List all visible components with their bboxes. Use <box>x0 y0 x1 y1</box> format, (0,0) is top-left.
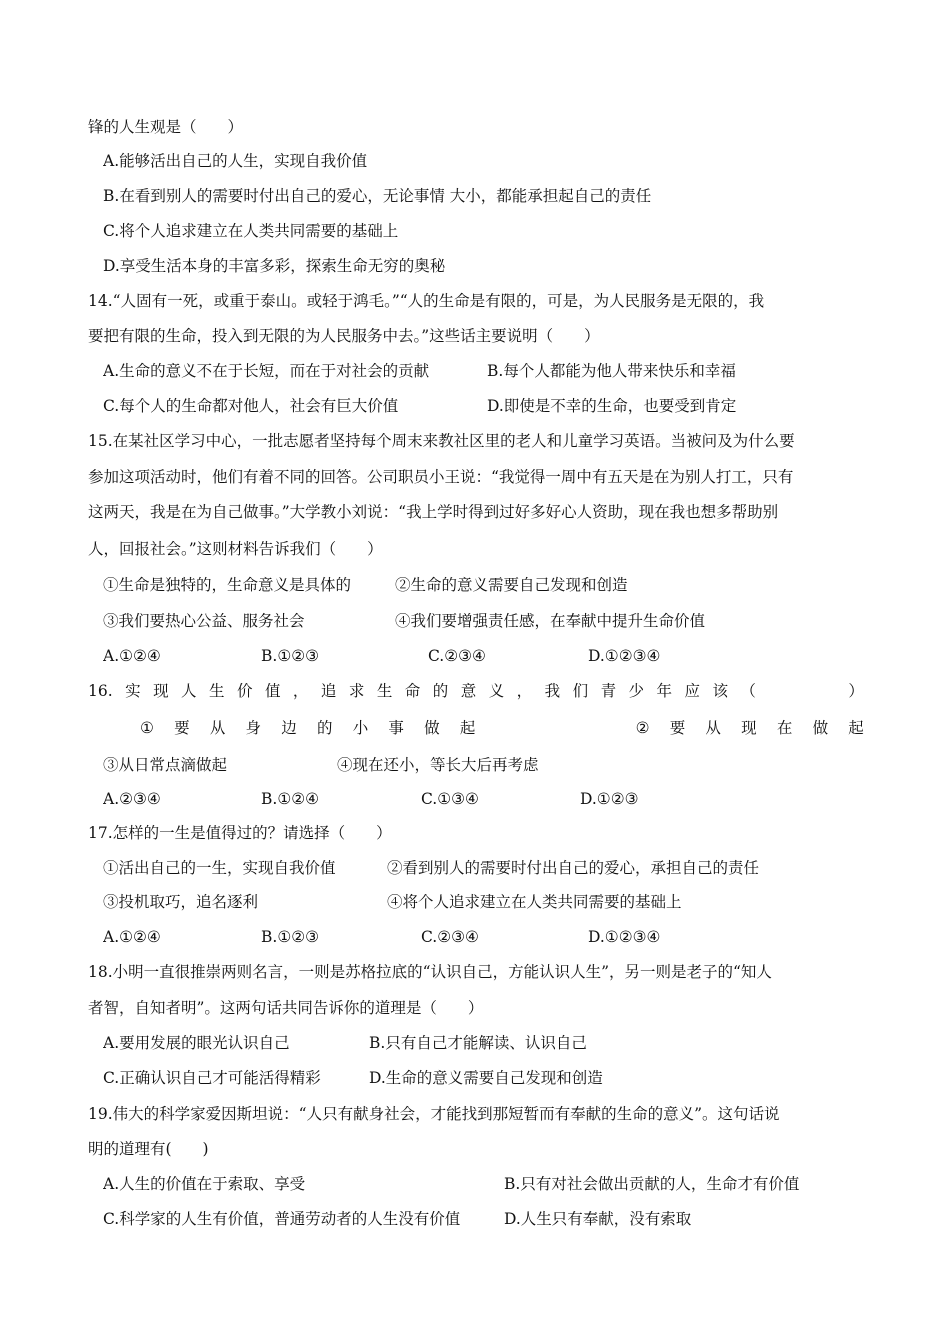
q16-item1-char: 小 <box>352 719 369 737</box>
q16-stem-char: 少 <box>628 682 645 700</box>
q16-item2-char: ② <box>635 719 650 737</box>
q16-stem-char: 青 <box>600 682 617 700</box>
q19-stem-line1: 19.伟大的科学家爱因斯坦说：“人只有献身社会，才能找到那短暂而有奉献的生命的意义”。这句话说 <box>88 1105 780 1123</box>
q16-item1-char: 事 <box>388 719 404 737</box>
q13-option-b[interactable]: B.在看到别人的需要时付出自己的爱心，无论事情 大小，都能承担起自己的责任 <box>103 187 652 205</box>
q16-stem-char: 该 <box>712 682 728 700</box>
q16-item1-char: 做 <box>424 719 440 737</box>
q16-stem-char: 价 <box>236 682 253 700</box>
q19-option-c[interactable]: C.科学家的人生有价值，普通劳动者的人生没有价值 <box>103 1210 461 1228</box>
q16-stem-char: 现 <box>153 682 169 700</box>
q16-items-row2 <box>103 750 864 780</box>
q14-option-a[interactable]: A.生命的意义不在于长短，而在于对社会的贡献 <box>103 362 430 380</box>
q19-stem-line2: 明的道理有( ) <box>88 1140 209 1158</box>
q19-options-row1 <box>103 1169 864 1199</box>
q15-stem-line4: 人，回报社会。”这则材料告诉我们（ ） <box>88 540 383 558</box>
q14-options-row2 <box>103 391 864 421</box>
q17-option-c[interactable]: C.②③④ <box>421 928 479 946</box>
q15-item-1: ①生命是独特的，生命意义是具体的 <box>103 576 352 594</box>
q16-stem-char: 我 <box>544 682 561 700</box>
q16-item1-char: 要 <box>174 719 190 737</box>
q14-option-c[interactable]: C.每个人的生命都对他人，社会有巨大价值 <box>103 397 399 415</box>
q15-stem-line1: 15.在某社区学习中心，一批志愿者坚持每个周末来教社区里的老人和儿童学习英语。当被问及为什么要 <box>88 432 795 450</box>
q16-stem-char: ） <box>848 682 864 700</box>
q16-stem-char: 的 <box>432 682 449 700</box>
q18-options-row1 <box>103 1028 864 1058</box>
q15-option-c[interactable]: C.②③④ <box>428 647 486 665</box>
q19-option-a[interactable]: A.人生的价值在于索取、享受 <box>103 1175 306 1193</box>
q16-stem-char: 命 <box>404 682 421 700</box>
q16-stem-char: 求 <box>348 682 365 700</box>
q16-item-3: ③从日常点滴做起 <box>103 756 228 774</box>
q16-item2-char: 现 <box>741 719 757 737</box>
q18-option-b[interactable]: B.只有自己才能解读、认识自己 <box>369 1034 587 1052</box>
q14-option-d[interactable]: D.即使是不幸的生命，也要受到肯定 <box>487 397 737 415</box>
q16-stem-char: 生 <box>209 682 225 700</box>
q16-stem-char: 值 <box>264 682 281 700</box>
q16-stem <box>88 676 864 706</box>
q17-item-4: ④将个人追求建立在人类共同需要的基础上 <box>387 893 682 911</box>
q16-option-a[interactable]: A.②③④ <box>103 790 161 808</box>
q16-stem-char: 们 <box>572 682 589 700</box>
q17-item-3: ③投机取巧，追名逐利 <box>103 893 259 911</box>
q17-stem: 17.怎样的一生是值得过的？请选择（ ） <box>88 824 392 842</box>
q17-items-row2 <box>103 887 864 917</box>
q16-stem-char: 人 <box>181 682 197 700</box>
q19-options-row2 <box>103 1204 864 1234</box>
q16-option-b[interactable]: B.①②④ <box>261 790 320 808</box>
q16-stem-char: 应 <box>684 682 700 700</box>
q16-item1-char: 身 <box>245 719 262 737</box>
q17-option-b[interactable]: B.①②③ <box>261 928 320 946</box>
q14-stem-line2: 要把有限的生命，投入到无限的为人民服务中去。”这些话主要说明（ ） <box>88 327 600 345</box>
q16-stem-char: 追 <box>320 682 337 700</box>
q13-option-a[interactable]: A.能够活出自己的人生，实现自我价值 <box>103 152 368 170</box>
q17-option-d[interactable]: D.①②③④ <box>588 928 661 946</box>
q17-item-1: ①活出自己的一生，实现自我价值 <box>103 859 336 877</box>
q16-item1-char: 从 <box>209 719 226 737</box>
q15-option-a[interactable]: A.①②④ <box>103 647 161 665</box>
q19-option-b[interactable]: B.只有对社会做出贡献的人，生命才有价值 <box>504 1175 800 1193</box>
q15-stem-line3: 这两天，我是在为自己做事。”大学教小刘说：“我上学时得到过好多好心人资助，现在我也想多帮助别 <box>88 503 779 521</box>
q15-options-row <box>103 641 864 671</box>
q16-item2-char: 在 <box>776 719 793 737</box>
q16-item1-char: 起 <box>459 719 476 737</box>
q16-item-4: ④现在还小，等长大后再考虑 <box>337 756 539 774</box>
q15-items-row1 <box>103 570 864 600</box>
q17-options-row <box>103 922 864 952</box>
q13-option-c[interactable]: C.将个人追求建立在人类共同需要的基础上 <box>103 222 399 240</box>
q16-stem-char: 年 <box>656 682 673 700</box>
q16-stem-char: （ <box>740 682 756 700</box>
q16-item1-char: 边 <box>281 719 297 737</box>
q13-stem-end: 锋的人生观是（ ） <box>88 118 244 136</box>
q16-item2-char: 做 <box>812 719 829 737</box>
q16-item2-char: 要 <box>669 719 686 737</box>
q13-option-d[interactable]: D.享受生活本身的丰富多彩，探索生命无穷的奥秘 <box>103 257 446 275</box>
q19-option-d[interactable]: D.人生只有奉献，没有索取 <box>504 1210 692 1228</box>
q15-item-2: ②生命的意义需要自己发现和创造 <box>395 576 628 594</box>
q16-items-row1 <box>140 713 864 743</box>
q17-item-2: ②看到别人的需要时付出自己的爱心，承担自己的责任 <box>387 859 760 877</box>
q16-item1-char: ① <box>140 719 154 737</box>
q16-item2-char: 起 <box>848 719 864 737</box>
q15-stem-line2: 参加这项活动时，他们有着不同的回答。公司职员小王说：“我觉得一周中有五天是在为别人打工，只有 <box>88 468 794 486</box>
q14-option-b[interactable]: B.每个人都能为他人带来快乐和幸福 <box>487 362 736 380</box>
q18-option-c[interactable]: C.正确认识自己才可能活得精彩 <box>103 1069 321 1087</box>
q17-items-row1 <box>103 853 864 883</box>
q15-item-3: ③我们要热心公益、服务社会 <box>103 612 305 630</box>
q18-option-d[interactable]: D.生命的意义需要自己发现和创造 <box>369 1069 603 1087</box>
q18-option-a[interactable]: A.要用发展的眼光认识自己 <box>103 1034 290 1052</box>
q18-stem-line1: 18.小明一直很推崇两则名言，一则是苏格拉底的“认识自己，方能认识人生”，另一则是老子的“知人 <box>88 963 772 981</box>
q15-option-b[interactable]: B.①②③ <box>261 647 320 665</box>
q15-option-d[interactable]: D.①②③④ <box>588 647 661 665</box>
q14-stem-line1: 14.“人固有一死，或重于泰山。或轻于鸿毛。”“人的生命是有限的，可是，为人民服务是无限的，我 <box>88 292 765 310</box>
q16-stem-char: ， <box>292 682 309 700</box>
q18-options-row2 <box>103 1063 864 1093</box>
q14-options-row1 <box>103 356 864 386</box>
q16-stem-char: ， <box>516 682 533 700</box>
q16-option-d[interactable]: D.①②③ <box>580 790 639 808</box>
q16-stem-char: 义 <box>488 682 505 700</box>
q15-items-row2 <box>103 606 864 636</box>
q18-stem-line2: 者智，自知者明”。这两句话共同告诉你的道理是（ ） <box>88 999 484 1017</box>
q16-stem-char: 意 <box>460 682 477 700</box>
q16-stem-char: 实 <box>125 682 141 700</box>
q17-option-a[interactable]: A.①②④ <box>103 928 161 946</box>
q15-item-4: ④我们要增强责任感，在奉献中提升生命价值 <box>395 612 706 630</box>
q16-options-row <box>103 784 864 814</box>
q16-stem-char: 生 <box>376 682 393 700</box>
q16-stem-char: 16. <box>88 682 113 700</box>
q16-option-c[interactable]: C.①③④ <box>421 790 479 808</box>
q16-item2-char: 从 <box>705 719 721 737</box>
q16-item1-char: 的 <box>316 719 333 737</box>
